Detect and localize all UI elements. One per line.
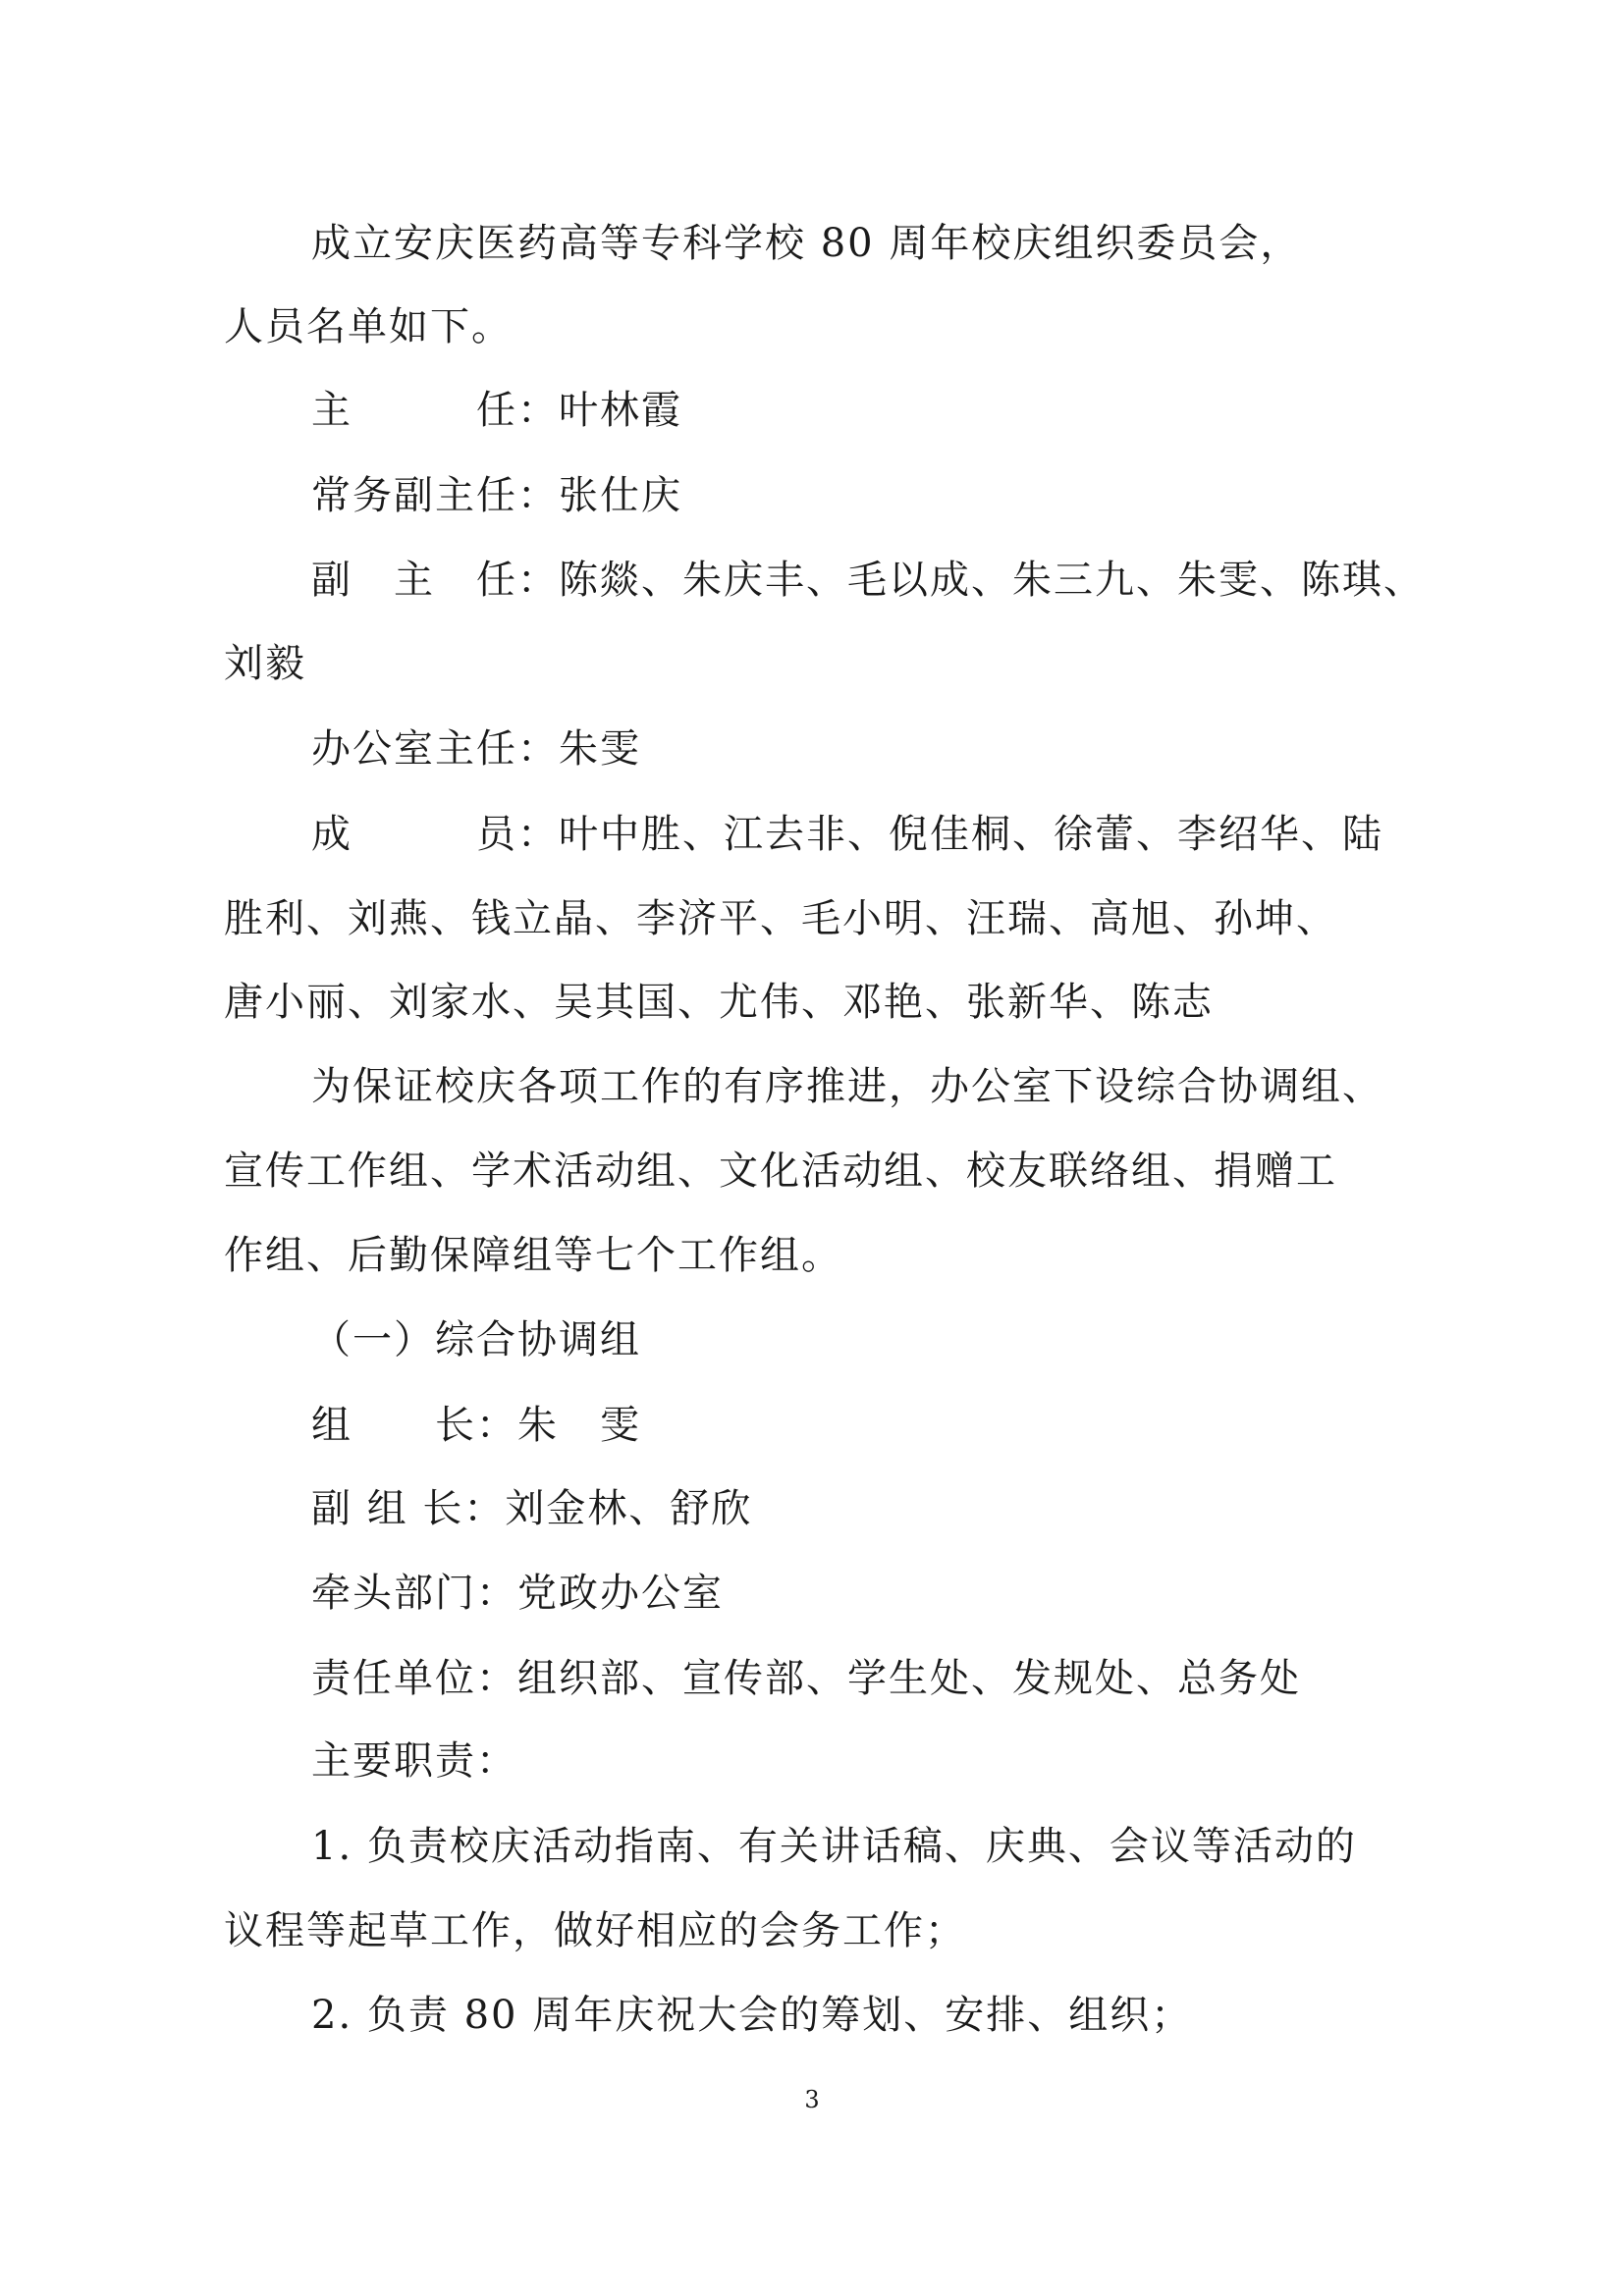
members-line-2: 胜利、刘燕、钱立晶、李济平、毛小明、汪瑞、高旭、孙坤、 — [224, 896, 1337, 941]
office-director-line: 办公室主任：朱雯 — [311, 726, 641, 772]
deputy-leaders-line: 副 组 长：刘金林、舒欣 — [311, 1486, 753, 1531]
working-groups-line-3: 作组、后勤保障组等七个工作组。 — [224, 1233, 842, 1278]
responsible-units-line: 责任单位：组织部、宣传部、学生处、发规处、总务处 — [311, 1656, 1301, 1701]
director-line: 主 任：叶林霞 — [311, 388, 682, 433]
intro-line-1: 成立安庆医药高等专科学校 80 周年校庆组织委员会， — [311, 221, 1302, 266]
duty-2-line-1: 2. 负责 80 周年庆祝大会的筹划、安排、组织； — [311, 1993, 1193, 2038]
members-line-1: 成 员：叶中胜、江去非、倪佳桐、徐蕾、李绍华、陆 — [311, 812, 1383, 857]
duty-1-line-1: 1. 负责校庆活动指南、有关讲话稿、庆典、会议等活动的 — [311, 1824, 1357, 1869]
group-leader-line: 组 长：朱 雯 — [311, 1403, 641, 1448]
intro-line-2: 人员名单如下。 — [224, 304, 513, 349]
page-number: 3 — [804, 2086, 820, 2113]
working-groups-line-1: 为保证校庆各项工作的有序推进，办公室下设综合协调组、 — [311, 1064, 1383, 1109]
members-line-3: 唐小丽、刘家水、吴其国、尤伟、邓艳、张新华、陈志 — [224, 980, 1214, 1025]
section-one-heading: （一）综合协调组 — [311, 1317, 641, 1362]
lead-department-line: 牵头部门：党政办公室 — [311, 1571, 724, 1616]
duties-label: 主要职责： — [311, 1738, 517, 1784]
working-groups-line-2: 宣传工作组、学术活动组、文化活动组、校友联络组、捐赠工 — [224, 1148, 1337, 1194]
deputy-directors-line-2: 刘毅 — [224, 641, 306, 686]
duty-1-line-2: 议程等起草工作，做好相应的会务工作； — [224, 1908, 966, 1953]
deputy-directors-line-1: 副 主 任：陈燚、朱庆丰、毛以成、朱三九、朱雯、陈琪、 — [311, 558, 1425, 603]
executive-deputy-director-line: 常务副主任：张仕庆 — [311, 473, 682, 518]
